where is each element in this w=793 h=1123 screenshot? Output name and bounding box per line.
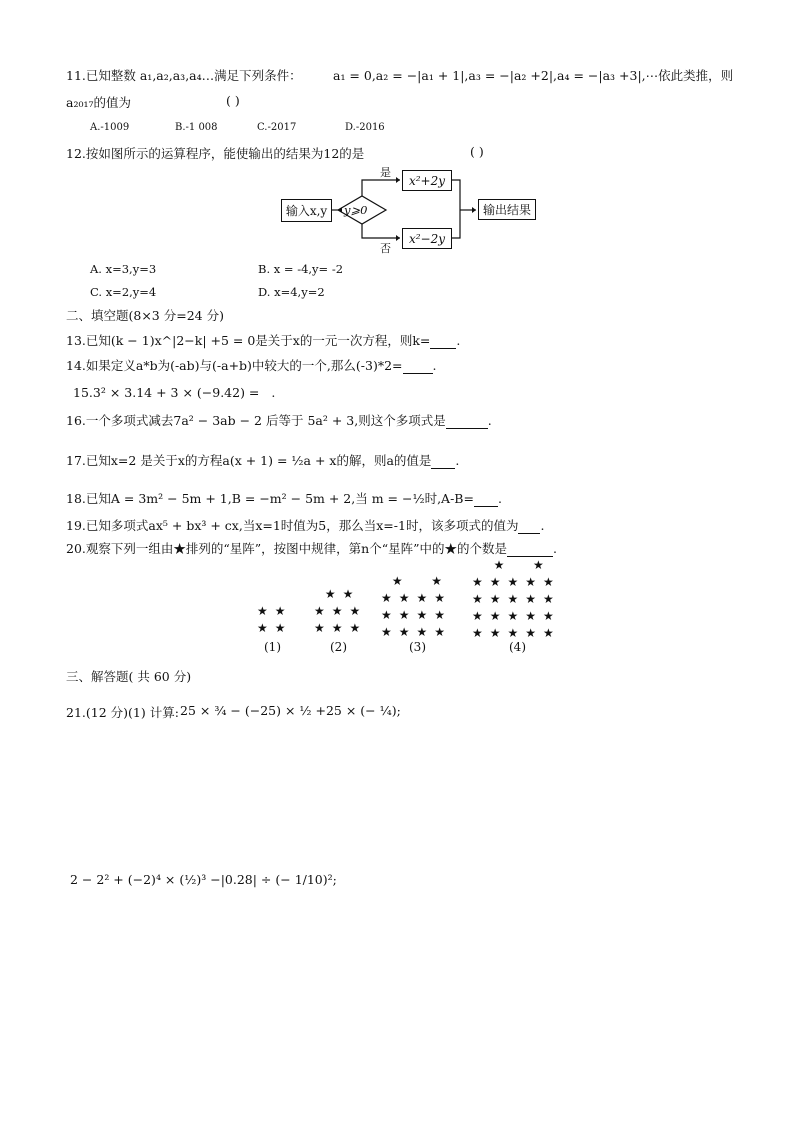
q19-text: 19.已知多项式ax⁵ + bx³ + cx,当x=1时值为5，那么当x=-1时，该多项式的值为 bbox=[66, 518, 519, 533]
q17-text: 17.已知x=2 是关于x的方程a(x + 1) = ½a + x的解，则a的值是 bbox=[66, 453, 432, 468]
flow-input-label: 输入x,y bbox=[285, 204, 328, 218]
q11-option-a: A.-1009 bbox=[90, 122, 130, 133]
q18-blank bbox=[474, 506, 498, 507]
q12-option-d: D. x=4,y=2 bbox=[258, 285, 325, 299]
q16-blank bbox=[446, 428, 488, 429]
q17-blank bbox=[431, 468, 455, 469]
q19: 19.已知多项式ax⁵ + bx³ + cx,当x=1时值为5，那么当x=-1时，该多项式的值为 . bbox=[66, 518, 545, 533]
q21-expression: 25 × ¾ − (−25) × ½ +25 × (− ¼); bbox=[180, 703, 401, 718]
star-array-2: ★★ ★★★ ★★★ bbox=[314, 587, 368, 635]
q15-text: 15.3² × 3.14 + 3 × (−9.42) = bbox=[73, 385, 260, 400]
q11-stem-b: a₁ = 0,a₂ = −|a₁ + 1|,a₃ = −|a₂ +2|,a₄ = −|a₃ +3|,⋯依此类推，则 bbox=[333, 68, 734, 83]
flow-no-label: 否 bbox=[380, 242, 391, 255]
flow-output-label: 输出结果 bbox=[482, 203, 531, 217]
q13-text: 13.已知(k − 1)x^|2−k| +5 = 0是关于x的一元一次方程，则k= bbox=[66, 333, 431, 348]
flow-input-box bbox=[281, 199, 332, 222]
section3-heading: 三、解答题( 共 60 分) bbox=[66, 669, 192, 684]
q12-paren: ( ) bbox=[470, 144, 484, 159]
q12-option-c: C. x=2,y=4 bbox=[90, 285, 157, 299]
star-label-4: (4) bbox=[509, 640, 526, 654]
flow-expr-bottom-box bbox=[402, 228, 452, 249]
star-array-3: ★ ★ ★★★★ ★★★★ ★★★★ bbox=[381, 574, 453, 639]
q20: 20.观察下列一组由★排列的“星阵”，按图中规律，第n个“星阵”中的★的个数是 . bbox=[66, 541, 557, 556]
star-label-2: (2) bbox=[330, 640, 347, 654]
q13-blank bbox=[430, 348, 456, 349]
q18-text: 18.已知A = 3m² − 5m + 1,B = −m² − 5m + 2,当 m = −½时,A-B= bbox=[66, 491, 474, 506]
flow-condition: y⩾0 bbox=[344, 203, 368, 217]
q16-text: 16.一个多项式减去7a² − 3ab − 2 后等于 5a² + 3,则这个多项式是 bbox=[66, 413, 446, 428]
q19-blank bbox=[518, 533, 540, 534]
star-label-3: (3) bbox=[409, 640, 426, 654]
q15: 15.3² × 3.14 + 3 × (−9.42) = . bbox=[73, 385, 276, 400]
flow-expr-top: x²+2y bbox=[408, 173, 446, 188]
q17: 17.已知x=2 是关于x的方程a(x + 1) = ½a + x的解，则a的值是 . bbox=[66, 453, 460, 468]
star-array-1: ★★ ★★ bbox=[257, 604, 293, 635]
flow-expr-bottom: x²−2y bbox=[408, 231, 446, 246]
flow-output-box bbox=[478, 199, 536, 220]
q14-text: 14.如果定义a*b为(-ab)与(-a+b)中较大的一个,那么(-3)*2= bbox=[66, 358, 403, 373]
star-label-1: (1) bbox=[264, 640, 281, 654]
q11-option-c: C.-2017 bbox=[257, 122, 297, 133]
q13: 13.已知(k − 1)x^|2−k| +5 = 0是关于x的一元一次方程，则k= . bbox=[66, 333, 461, 348]
q11-option-d: D.-2016 bbox=[345, 122, 385, 133]
q16: 16.一个多项式减去7a² − 3ab − 2 后等于 5a² + 3,则这个多项式是 . bbox=[66, 413, 492, 428]
flow-expr-top-box bbox=[402, 170, 452, 191]
q11-paren: ( ) bbox=[226, 93, 240, 108]
section2-heading: 二、填空题(8×3 分=24 分) bbox=[66, 308, 224, 323]
star-array-4: ★ ★ ★★★★★ ★★★★★ ★★★★★ ★★★★★ bbox=[472, 558, 561, 640]
q18: 18.已知A = 3m² − 5m + 1,B = −m² − 5m + 2,当 m = −½时,A-B= . bbox=[66, 491, 502, 506]
q11-stem-a: 11.已知整数 a₁,a₂,a₃,a₄…满足下列条件： bbox=[66, 68, 302, 83]
flow-yes-label: 是 bbox=[380, 166, 391, 179]
q21-expression-2: 2 − 2² + (−2)⁴ × (½)³ −|0.28| ÷ (− 1/10)²; bbox=[70, 872, 337, 887]
q21-label: 21.(12 分)(1) 计算: bbox=[66, 705, 179, 720]
q14-blank bbox=[403, 373, 433, 374]
q12-option-b: B. x = -4,y= -2 bbox=[258, 262, 344, 276]
q12-option-a: A. x=3,y=3 bbox=[90, 262, 157, 276]
q12-stem: 12.按如图所示的运算程序，能使输出的结果为12的是 bbox=[66, 146, 365, 161]
q20-text: 20.观察下列一组由★排列的“星阵”，按图中规律，第n个“星阵”中的★的个数是 bbox=[66, 541, 507, 556]
q14: 14.如果定义a*b为(-ab)与(-a+b)中较大的一个,那么(-3)*2= . bbox=[66, 358, 437, 373]
q11-stem-c: a₂₀₁₇的值为 bbox=[66, 95, 131, 110]
q11-option-b: B.-1 008 bbox=[175, 122, 218, 133]
